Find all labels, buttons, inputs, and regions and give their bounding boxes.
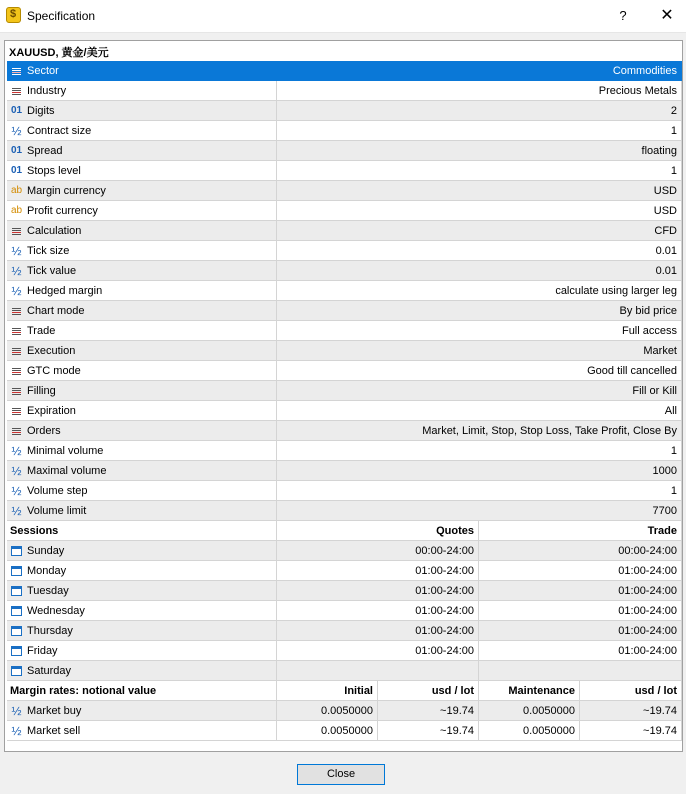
session-row[interactable] [7, 661, 682, 681]
session-trade [479, 661, 682, 681]
spec-label [7, 121, 277, 141]
spec-row[interactable] [7, 461, 682, 481]
session-day-text: Sunday [27, 545, 65, 557]
margin-initial: 0.0050000 [277, 721, 378, 741]
session-day [7, 561, 277, 581]
spec-value: 1 [277, 121, 682, 141]
spec-row[interactable] [7, 481, 682, 501]
margin-label [7, 701, 277, 721]
spec-label-text: Contract size [27, 125, 92, 137]
fraction-icon: ½ [11, 724, 22, 738]
spec-value: USD [277, 201, 682, 221]
session-trade: 01:00-24:00 [479, 581, 682, 601]
list-icon [10, 344, 23, 358]
margin-maintenance-usd: ~19.74 [580, 721, 682, 741]
session-quotes: 01:00-24:00 [277, 581, 479, 601]
session-row[interactable] [7, 641, 682, 661]
spec-label [7, 201, 277, 221]
list-icon [10, 404, 23, 418]
trade-header: Trade [479, 521, 682, 541]
spec-row[interactable] [7, 141, 682, 161]
margin-title: Margin rates: notional value [7, 681, 277, 701]
title-bar[interactable] [0, 0, 686, 33]
spec-label [7, 141, 277, 161]
spec-label [7, 381, 277, 401]
spec-value: Fill or Kill [277, 381, 682, 401]
session-day-text: Friday [27, 645, 58, 657]
list-icon [10, 384, 23, 398]
margin-maintenance-usd: ~19.74 [580, 701, 682, 721]
spec-label-text: Profit currency [27, 205, 98, 217]
text-icon: ab [10, 185, 23, 196]
spec-value: floating [277, 141, 682, 161]
fraction-icon: ½ [11, 704, 22, 718]
spec-row[interactable] [7, 81, 682, 101]
spec-row[interactable] [7, 201, 682, 221]
spec-value: Market [277, 341, 682, 361]
margin-header [7, 681, 682, 701]
margin-label-text: Market buy [27, 705, 82, 717]
spec-label-text: Orders [27, 425, 61, 437]
session-trade: 01:00-24:00 [479, 601, 682, 621]
spec-value: USD [277, 181, 682, 201]
spec-label-text: Filling [27, 385, 56, 397]
spec-value: 0.01 [277, 261, 682, 281]
spec-value: 1 [277, 161, 682, 181]
fraction-icon: ½ [11, 244, 22, 258]
spec-value: Precious Metals [277, 81, 682, 101]
sessions-header [7, 521, 682, 541]
spec-row[interactable] [7, 401, 682, 421]
spec-label [7, 481, 277, 501]
sessions-title: Sessions [7, 521, 277, 541]
spec-label-text: Margin currency [27, 185, 106, 197]
spec-value: Full access [277, 321, 682, 341]
spec-label-text: Calculation [27, 225, 82, 237]
spec-value: 1000 [277, 461, 682, 481]
list-icon [10, 324, 23, 338]
initial-unit-header: usd / lot [378, 681, 479, 701]
session-day [7, 621, 277, 641]
spec-label [7, 421, 277, 441]
spec-row[interactable] [7, 221, 682, 241]
spec-value: Good till cancelled [277, 361, 682, 381]
spec-label-text: Stops level [27, 165, 81, 177]
spec-value: CFD [277, 221, 682, 241]
spec-label-text: Hedged margin [27, 285, 103, 297]
digits-icon: 01 [10, 105, 23, 116]
spec-label-text: Trade [27, 325, 56, 337]
spec-row[interactable] [7, 501, 682, 521]
session-quotes: 01:00-24:00 [277, 621, 479, 641]
symbol-header: XAUUSD, 黄金/美元 [9, 47, 109, 59]
session-day-text: Wednesday [27, 605, 85, 617]
spec-label [7, 161, 277, 181]
maintenance-unit-header: usd / lot [580, 681, 682, 701]
session-quotes: 00:00-24:00 [277, 541, 479, 561]
spec-label-text: Digits [27, 105, 55, 117]
spec-label [7, 301, 277, 321]
spec-row[interactable] [7, 121, 682, 141]
margin-initial-usd: ~19.74 [378, 721, 479, 741]
specification-table[interactable] [4, 40, 683, 752]
spec-label-text: Minimal volume [27, 445, 104, 457]
session-quotes: 01:00-24:00 [277, 641, 479, 661]
text-icon: ab [10, 205, 23, 216]
calendar-icon [10, 564, 23, 578]
spec-row[interactable] [7, 301, 682, 321]
session-day [7, 641, 277, 661]
session-trade: 01:00-24:00 [479, 561, 682, 581]
list-icon [10, 424, 23, 438]
spec-label-text: Sector [27, 65, 59, 77]
calendar-icon [10, 604, 23, 618]
margin-row[interactable] [7, 721, 682, 741]
list-icon [10, 364, 23, 378]
session-trade: 01:00-24:00 [479, 641, 682, 661]
initial-header: Initial [277, 681, 378, 701]
calendar-icon [10, 624, 23, 638]
spec-label [7, 81, 277, 101]
spec-row[interactable] [7, 441, 682, 461]
spec-value: 0.01 [277, 241, 682, 261]
session-day [7, 661, 277, 681]
session-row[interactable] [7, 621, 682, 641]
spec-label-text: Execution [27, 345, 76, 357]
session-quotes [277, 661, 479, 681]
session-trade: 00:00-24:00 [479, 541, 682, 561]
spec-label [7, 101, 277, 121]
session-day [7, 581, 277, 601]
spec-label-text: Spread [27, 145, 63, 157]
spec-value: All [277, 401, 682, 421]
fraction-icon: ½ [11, 284, 22, 298]
spec-value: calculate using larger leg [277, 281, 682, 301]
margin-initial-usd: ~19.74 [378, 701, 479, 721]
spec-label [7, 341, 277, 361]
spec-label [7, 221, 277, 241]
spec-label [7, 501, 277, 521]
list-icon [10, 84, 23, 98]
session-row[interactable] [7, 581, 682, 601]
spec-label-text: Tick value [27, 265, 77, 277]
dollar-coin-icon [6, 7, 21, 23]
margin-maintenance: 0.0050000 [479, 721, 580, 741]
session-day-text: Thursday [27, 625, 73, 637]
calendar-icon [10, 544, 23, 558]
spec-value: 1 [277, 441, 682, 461]
quotes-header: Quotes [277, 521, 479, 541]
margin-row[interactable] [7, 701, 682, 721]
spec-label [7, 61, 277, 81]
session-day-text: Tuesday [27, 585, 69, 597]
spec-row[interactable] [7, 261, 682, 281]
window-title: Specification [27, 9, 96, 23]
list-icon [10, 64, 23, 78]
spec-value: 1 [277, 481, 682, 501]
calendar-icon [10, 584, 23, 598]
spec-label-text: Maximal volume [27, 465, 107, 477]
spec-value: By bid price [277, 301, 682, 321]
session-row[interactable] [7, 561, 682, 581]
close-window-button[interactable]: ✕ [660, 7, 674, 24]
fraction-icon: ½ [11, 484, 22, 498]
spec-label [7, 281, 277, 301]
spec-label [7, 261, 277, 281]
fraction-icon: ½ [11, 464, 22, 478]
spec-label [7, 441, 277, 461]
margin-label-text: Market sell [27, 725, 81, 737]
fraction-icon: ½ [11, 264, 22, 278]
spec-label-text: Chart mode [27, 305, 85, 317]
fraction-icon: ½ [11, 444, 22, 458]
spec-label-text: Industry [27, 85, 67, 97]
spec-row[interactable] [7, 61, 682, 81]
session-day-text: Monday [27, 565, 67, 577]
spec-label-text: GTC mode [27, 365, 81, 377]
spec-label-text: Tick size [27, 245, 70, 257]
spec-label-text: Expiration [27, 405, 76, 417]
spec-row[interactable] [7, 161, 682, 181]
session-row[interactable] [7, 601, 682, 621]
spec-value: 2 [277, 101, 682, 121]
session-quotes: 01:00-24:00 [277, 601, 479, 621]
spec-label-text: Volume step [27, 485, 88, 497]
spec-row[interactable] [7, 381, 682, 401]
margin-initial: 0.0050000 [277, 701, 378, 721]
spec-row[interactable] [7, 321, 682, 341]
session-trade: 01:00-24:00 [479, 621, 682, 641]
spec-row[interactable] [7, 241, 682, 261]
fraction-icon: ½ [11, 504, 22, 518]
spec-label [7, 461, 277, 481]
help-button[interactable]: ? [619, 8, 627, 23]
spec-label [7, 321, 277, 341]
digits-icon: 01 [10, 165, 23, 176]
session-row[interactable] [7, 541, 682, 561]
spec-value: 7700 [277, 501, 682, 521]
spec-label [7, 181, 277, 201]
spec-row[interactable] [7, 101, 682, 121]
spec-row[interactable] [7, 181, 682, 201]
margin-maintenance: 0.0050000 [479, 701, 580, 721]
spec-row[interactable] [7, 341, 682, 361]
session-quotes: 01:00-24:00 [277, 561, 479, 581]
spec-row[interactable] [7, 361, 682, 381]
list-icon [10, 224, 23, 238]
list-icon [10, 304, 23, 318]
spec-row[interactable] [7, 421, 682, 441]
fraction-icon: ½ [11, 124, 22, 138]
spec-label-text: Volume limit [27, 505, 87, 517]
spec-label [7, 241, 277, 261]
session-day [7, 541, 277, 561]
spec-value: Market, Limit, Stop, Stop Loss, Take Profit, Close By [277, 421, 682, 441]
margin-label [7, 721, 277, 741]
digits-icon: 01 [10, 145, 23, 156]
calendar-icon [10, 664, 23, 678]
spec-value: Commodities [277, 61, 682, 81]
spec-label [7, 401, 277, 421]
session-day [7, 601, 277, 621]
spec-row[interactable] [7, 281, 682, 301]
session-day-text: Saturday [27, 665, 72, 677]
spec-label [7, 361, 277, 381]
calendar-icon [10, 644, 23, 658]
close-button[interactable]: Close [297, 764, 385, 785]
maintenance-header: Maintenance [479, 681, 580, 701]
